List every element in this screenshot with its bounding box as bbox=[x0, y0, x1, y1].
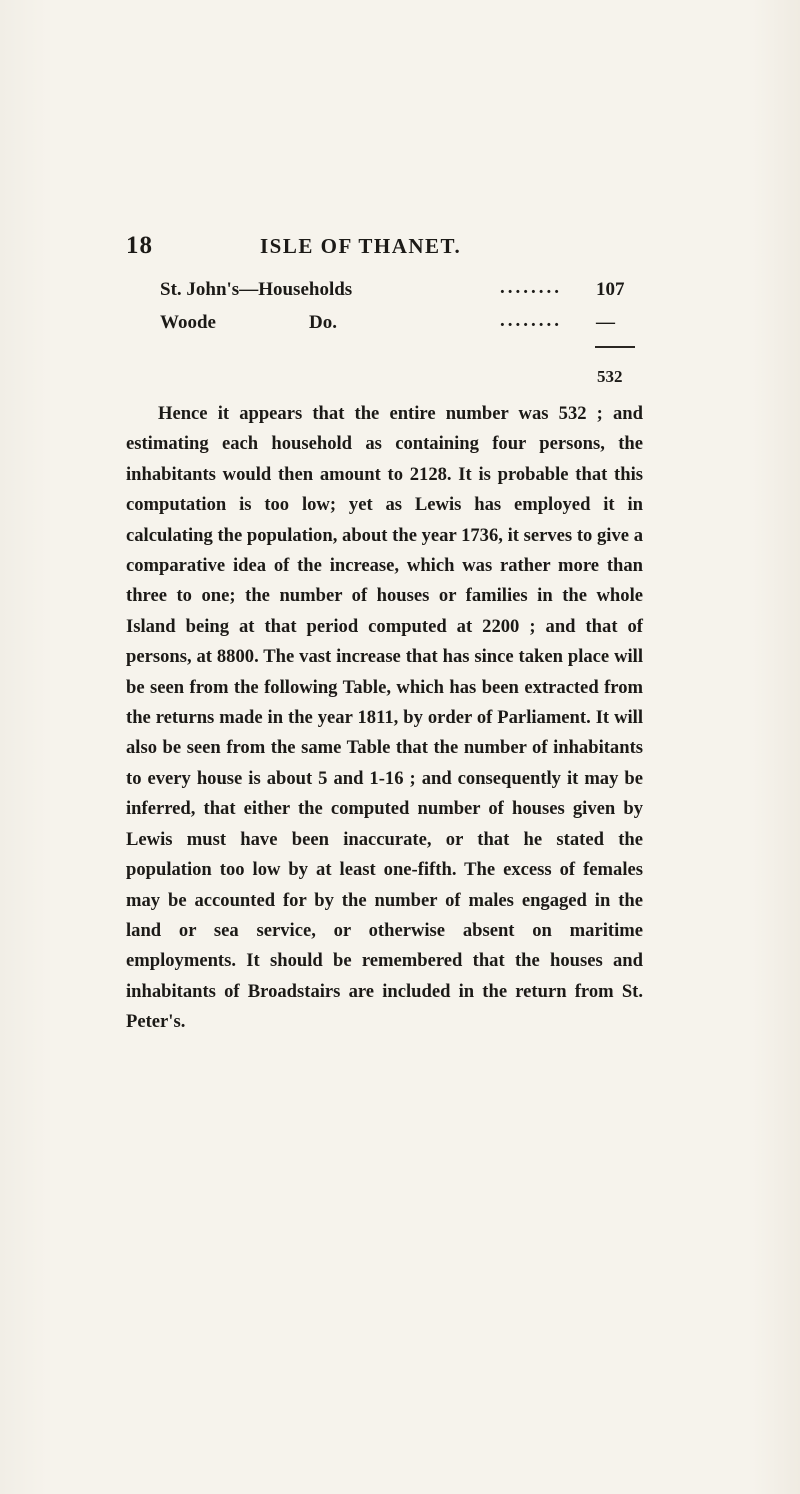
tally-total: 532 bbox=[597, 367, 623, 386]
tally-value: 107 bbox=[596, 279, 625, 300]
page-number: 18 bbox=[126, 232, 153, 259]
running-head: ISLE OF THANET. bbox=[260, 234, 462, 258]
households-tally bbox=[160, 277, 680, 386]
tally-label: Woode bbox=[160, 312, 216, 333]
sum-rule bbox=[595, 346, 635, 348]
body-paragraph: Hence it appears that the entire number was 532 ; and estimating each household as containing four persons, the inhabitants would then amount to 2128. It is probable that this computation is too low; yet as Lewis has employed it in calculating the population, about the year 1736, it serves to give a comparative idea of the increase, which was rather more than three to one; the number of houses or families in the whole Island being at that period computed at 2200 ; and that of persons, at 8800. The vast increase that has since taken place will be seen from the following Table, which has been extracted from the returns made in the year 1811, by order of Parliament. It will also be seen from the same Table that the number of inhabitants to every house is about 5 and 1-16 ; and consequently it may be inferred, that either the computed number of houses given by Lewis must have been inaccurate, or that he stated the population too low by at least one-fifth. The excess of females may be accounted for by the number of males engaged in the land or sea service, or otherwise absent on maritime employments. It should be remembered that the houses and inhabitants of Broadstairs are included in the return from St. Peter's. bbox=[126, 403, 643, 1033]
tally-label: St. John's—Households bbox=[160, 279, 353, 300]
leader-dots: ........ bbox=[500, 310, 562, 331]
leader-dots: ........ bbox=[500, 277, 562, 298]
page-header bbox=[126, 232, 666, 268]
tally-value: — bbox=[596, 312, 615, 333]
body-text bbox=[126, 399, 643, 1038]
tally-row-woode bbox=[160, 312, 680, 345]
tally-ditto: Do. bbox=[309, 312, 337, 333]
tally-row-st-johns bbox=[160, 279, 680, 312]
